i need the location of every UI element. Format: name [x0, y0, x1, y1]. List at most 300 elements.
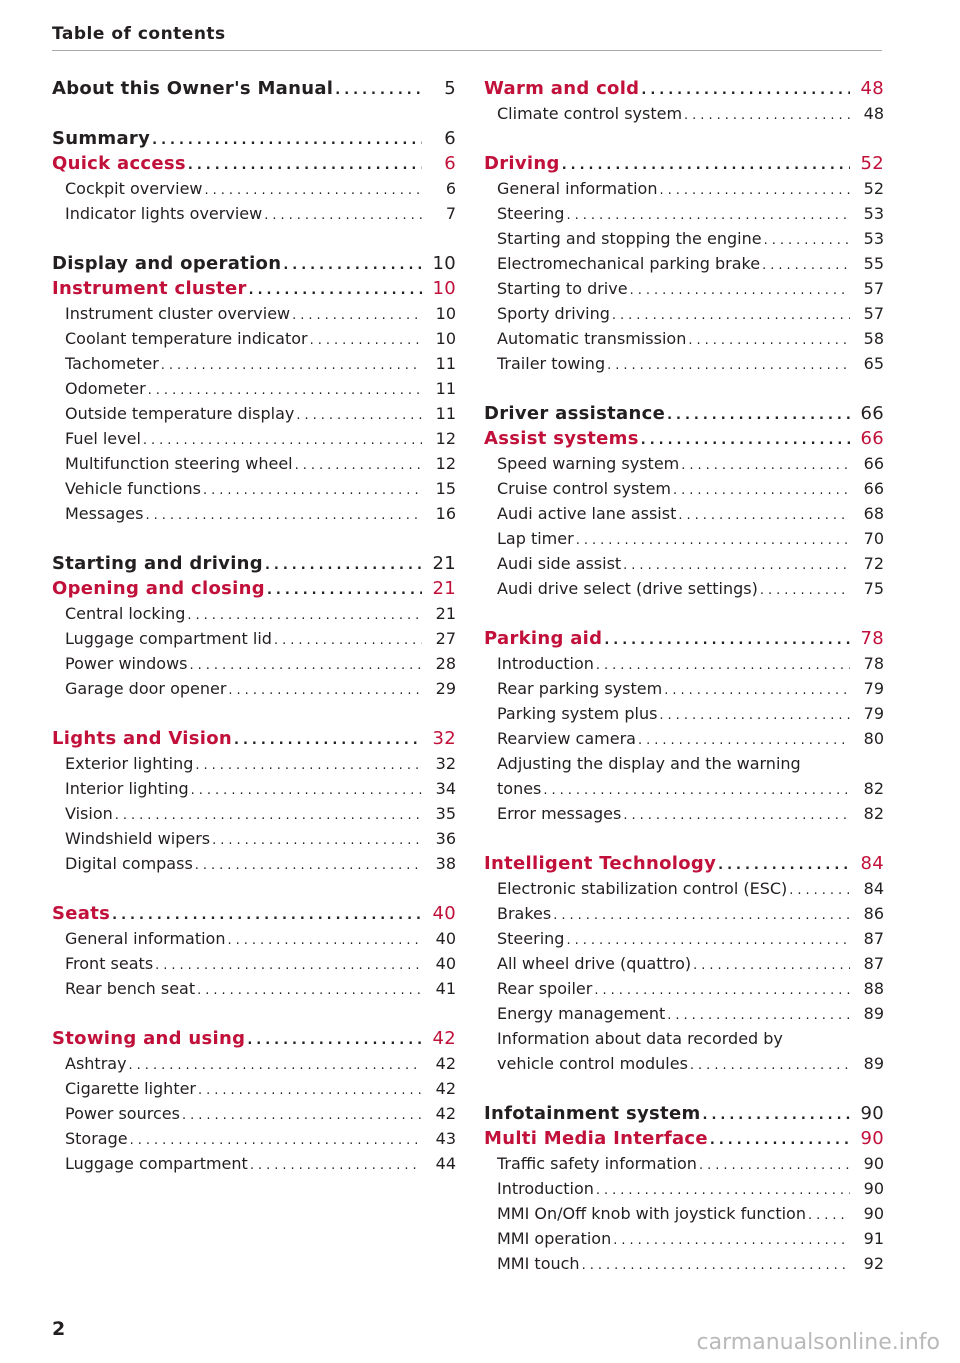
dot-leader — [789, 878, 850, 903]
toc-entry-chapter[interactable] — [484, 76, 884, 101]
toc-entry-sub[interactable] — [52, 426, 456, 451]
toc-entry-label: Warm and cold — [484, 78, 640, 99]
toc-entry-sub[interactable] — [484, 476, 884, 501]
toc-entry-page: 90 — [863, 1179, 884, 1198]
toc-entry-page: 57 — [863, 304, 884, 323]
toc-entry-page: 68 — [863, 504, 884, 523]
section-spacer — [52, 101, 456, 126]
dot-leader — [250, 1153, 422, 1178]
dot-leader — [227, 928, 422, 953]
toc-entry-page: 91 — [863, 1229, 884, 1248]
toc-entry-label: Parking aid — [484, 628, 603, 649]
toc-entry-label: Assist systems — [484, 428, 639, 449]
toc-entry-label: General information — [65, 929, 226, 948]
toc-entry-chapter[interactable] — [52, 1026, 456, 1051]
dot-leader — [274, 628, 422, 653]
toc-entry-page: 34 — [435, 779, 456, 798]
toc-entry-page: 7 — [445, 204, 456, 223]
toc-entry-sub[interactable] — [52, 1101, 456, 1126]
toc-entry-label: Audi drive select (drive settings) — [497, 579, 758, 598]
dot-leader — [681, 453, 850, 478]
toc-entry-page: 40 — [435, 954, 456, 973]
toc-entry-label: Windshield wipers — [65, 829, 211, 848]
toc-entry-page: 58 — [863, 329, 884, 348]
toc-entry-sub[interactable] — [52, 926, 456, 951]
toc-entry-page: 6 — [444, 153, 456, 174]
section-spacer — [52, 876, 456, 901]
toc-column-right — [484, 76, 884, 1276]
dot-leader — [264, 203, 422, 228]
toc-entry-label: Brakes — [497, 904, 552, 923]
toc-entry-sub[interactable] — [484, 1051, 884, 1076]
toc-entry-page: 11 — [435, 404, 456, 423]
toc-entry-page: 84 — [860, 853, 884, 874]
toc-entry-label: Multi Media Interface — [484, 1128, 708, 1149]
toc-entry-label: Quick access — [52, 153, 186, 174]
toc-entry-section[interactable] — [52, 551, 456, 576]
dot-leader — [604, 628, 850, 653]
toc-entry-page: 40 — [435, 929, 456, 948]
dot-leader — [553, 903, 850, 928]
toc-entry-label: Power windows — [65, 654, 188, 673]
toc-entry-page: 86 — [863, 904, 884, 923]
toc-entry-page: 89 — [863, 1054, 884, 1073]
toc-entry-sub[interactable] — [484, 276, 884, 301]
dot-leader — [191, 778, 422, 803]
toc-entry-section[interactable] — [484, 401, 884, 426]
toc-entry-page: 79 — [863, 704, 884, 723]
toc-entry-label: General information — [497, 179, 658, 198]
dot-leader — [699, 1153, 850, 1178]
dot-leader — [296, 403, 422, 428]
dot-leader — [667, 1003, 850, 1028]
toc-entry-label: Ashtray — [65, 1054, 127, 1073]
toc-entry-page: 75 — [863, 579, 884, 598]
toc-entry-chapter[interactable] — [484, 851, 884, 876]
toc-entry-sub[interactable] — [52, 351, 456, 376]
dot-leader — [623, 803, 850, 828]
dot-leader — [182, 1103, 422, 1128]
toc-entry-label: Power sources — [65, 1104, 180, 1123]
toc-entry-sub[interactable] — [484, 701, 884, 726]
dot-leader — [659, 703, 850, 728]
toc-entry-page: 32 — [432, 728, 456, 749]
toc-entry-page: 87 — [863, 929, 884, 948]
dot-leader — [130, 1128, 422, 1153]
dot-leader — [667, 403, 850, 428]
toc-entry-label: vehicle control modules — [497, 1054, 688, 1073]
toc-entry-page: 21 — [432, 553, 456, 574]
toc-entry-cont[interactable] — [484, 1026, 884, 1051]
toc-entry-label: Steering — [497, 929, 565, 948]
dot-leader — [143, 428, 422, 453]
toc-entry-label: Audi active lane assist — [497, 504, 677, 523]
toc-entry-page: 90 — [860, 1103, 884, 1124]
toc-entry-sub[interactable] — [52, 1076, 456, 1101]
section-spacer — [52, 701, 456, 726]
dot-leader — [310, 328, 422, 353]
toc-entry-label: Audi side assist — [497, 554, 622, 573]
toc-entry-sub[interactable] — [52, 976, 456, 1001]
toc-entry-label: Coolant temperature indicator — [65, 329, 308, 348]
toc-entry-label: Starting to drive — [497, 279, 628, 298]
dot-leader — [145, 503, 422, 528]
toc-entry-sub[interactable] — [52, 951, 456, 976]
toc-entry-page: 84 — [863, 879, 884, 898]
section-spacer — [484, 376, 884, 401]
toc-entry-sub[interactable] — [52, 476, 456, 501]
dot-leader — [596, 653, 850, 678]
dot-leader — [764, 228, 850, 253]
toc-entry-label: Rear bench seat — [65, 979, 196, 998]
toc-entry-label: Cockpit overview — [65, 179, 203, 198]
toc-entry-sub[interactable] — [484, 576, 884, 601]
toc-entry-sub[interactable] — [484, 1176, 884, 1201]
toc-entry-sub[interactable] — [484, 551, 884, 576]
toc-entry-page: 21 — [435, 604, 456, 623]
toc-entry-page: 53 — [863, 229, 884, 248]
toc-entry-label: Vehicle functions — [65, 479, 201, 498]
watermark: carmanualsonline.info — [696, 1330, 940, 1355]
dot-leader — [718, 853, 850, 878]
toc-entry-sub[interactable] — [484, 201, 884, 226]
dot-leader — [688, 328, 850, 353]
toc-entry-page: 78 — [863, 654, 884, 673]
dot-leader — [292, 303, 422, 328]
toc-entry-sub[interactable] — [484, 501, 884, 526]
toc-entry-page: 48 — [860, 78, 884, 99]
toc-entry-sub[interactable] — [52, 176, 456, 201]
toc-entry-sub[interactable] — [484, 876, 884, 901]
toc-entry-page: 79 — [863, 679, 884, 698]
toc-entry-label: MMI operation — [497, 1229, 612, 1248]
section-spacer — [52, 1001, 456, 1026]
dot-leader — [267, 578, 422, 603]
toc-entry-page: 11 — [435, 354, 456, 373]
toc-entry-label: Stowing and using — [52, 1028, 246, 1049]
toc-entry-page: 44 — [435, 1154, 456, 1173]
dot-leader — [808, 1203, 850, 1228]
toc-entry-label: Electromechanical parking brake — [497, 254, 761, 273]
dot-leader — [188, 153, 422, 178]
toc-entry-page: 6 — [444, 128, 456, 149]
toc-entry-sub[interactable] — [484, 176, 884, 201]
toc-entry-sub[interactable] — [52, 201, 456, 226]
toc-entry-page: 80 — [863, 729, 884, 748]
toc-entry-sub[interactable] — [52, 1151, 456, 1176]
page-header — [52, 24, 882, 51]
toc-entry-page: 6 — [445, 179, 456, 198]
section-spacer — [52, 226, 456, 251]
toc-entry-sub[interactable] — [52, 826, 456, 851]
toc-entry-label: Display and operation — [52, 253, 282, 274]
dot-leader — [249, 278, 422, 303]
dot-leader — [582, 1253, 850, 1278]
dot-leader — [543, 778, 850, 803]
toc-entry-page: 90 — [860, 1128, 884, 1149]
toc-entry-sub[interactable] — [52, 376, 456, 401]
toc-entry-page: 42 — [435, 1079, 456, 1098]
toc-entry-page: 10 — [432, 253, 456, 274]
dot-leader — [115, 803, 422, 828]
toc-column-left — [52, 76, 456, 1176]
toc-entry-sub[interactable] — [484, 926, 884, 951]
toc-entry-label: Rear spoiler — [497, 979, 593, 998]
toc-entry-sub[interactable] — [484, 1201, 884, 1226]
dot-leader — [612, 303, 850, 328]
toc-entry-page: 82 — [863, 779, 884, 798]
toc-entry-sub[interactable] — [52, 651, 456, 676]
toc-entry-sub[interactable] — [52, 851, 456, 876]
toc-entry-page: 92 — [863, 1254, 884, 1273]
toc-entry-page: 12 — [435, 454, 456, 473]
toc-entry-sub[interactable] — [52, 501, 456, 526]
toc-entry-page: 38 — [435, 854, 456, 873]
toc-entry-label: Error messages — [497, 804, 622, 823]
toc-entry-label: Opening and closing — [52, 578, 265, 599]
toc-entry-page: 48 — [863, 104, 884, 123]
toc-entry-chapter[interactable] — [52, 576, 456, 601]
dot-leader — [760, 578, 850, 603]
toc-entry-page: 72 — [863, 554, 884, 573]
toc-entry-page: 36 — [435, 829, 456, 848]
toc-entry-label: Intelligent Technology — [484, 853, 717, 874]
toc-entry-label: Starting and stopping the engine — [497, 229, 762, 248]
toc-entry-sub[interactable] — [484, 1251, 884, 1276]
dot-leader — [283, 253, 422, 278]
dot-leader — [155, 953, 422, 978]
toc-entry-section[interactable] — [484, 1101, 884, 1126]
toc-entry-label: Adjusting the display and the warning — [497, 754, 801, 773]
toc-entry-page: 10 — [435, 304, 456, 323]
dot-leader — [613, 1228, 850, 1253]
toc-entry-sub[interactable] — [52, 801, 456, 826]
toc-entry-sub[interactable] — [484, 1151, 884, 1176]
toc-entry-label: Parking system plus — [497, 704, 658, 723]
toc-entry-page: 87 — [863, 954, 884, 973]
dot-leader — [265, 553, 422, 578]
dot-leader — [562, 153, 850, 178]
toc-entry-page: 55 — [863, 254, 884, 273]
toc-entry-cont[interactable] — [484, 751, 884, 776]
toc-entry-page: 66 — [860, 403, 884, 424]
toc-entry-sub[interactable] — [484, 1226, 884, 1251]
toc-entry-label: Steering — [497, 204, 565, 223]
dot-leader — [190, 653, 423, 678]
toc-entry-chapter[interactable] — [484, 626, 884, 651]
dot-leader — [198, 1078, 422, 1103]
toc-entry-page: 66 — [863, 454, 884, 473]
toc-entry-label: Climate control system — [497, 104, 683, 123]
toc-entry-page: 78 — [860, 628, 884, 649]
toc-entry-label: Central locking — [65, 604, 186, 623]
toc-entry-label: Vision — [65, 804, 113, 823]
toc-entry-chapter[interactable] — [484, 151, 884, 176]
toc-entry-page: 90 — [863, 1154, 884, 1173]
dot-leader — [228, 678, 422, 703]
toc-entry-sub[interactable] — [484, 651, 884, 676]
toc-entry-sub[interactable] — [484, 801, 884, 826]
toc-entry-sub[interactable] — [484, 951, 884, 976]
toc-entry-sub[interactable] — [484, 776, 884, 801]
toc-entry-page: 35 — [435, 804, 456, 823]
toc-entry-sub[interactable] — [484, 351, 884, 376]
toc-entry-label: tones — [497, 779, 542, 798]
toc-entry-page: 11 — [435, 379, 456, 398]
toc-entry-label: Messages — [65, 504, 144, 523]
toc-entry-page: 42 — [435, 1104, 456, 1123]
dot-leader — [295, 453, 422, 478]
toc-entry-sub[interactable] — [484, 451, 884, 476]
toc-entry-label: Traffic safety information — [497, 1154, 697, 1173]
section-spacer — [484, 126, 884, 151]
dot-leader — [641, 428, 850, 453]
toc-entry-label: Indicator lights overview — [65, 204, 263, 223]
toc-entry-label: Odometer — [65, 379, 146, 398]
toc-entry-sub[interactable] — [484, 101, 884, 126]
dot-leader — [630, 278, 850, 303]
toc-entry-page: 15 — [435, 479, 456, 498]
dot-leader — [195, 853, 422, 878]
toc-entry-chapter[interactable] — [52, 901, 456, 926]
dot-leader — [673, 478, 850, 503]
toc-entry-chapter[interactable] — [484, 1126, 884, 1151]
toc-entry-page: 66 — [863, 479, 884, 498]
toc-entry-label: Tachometer — [65, 354, 159, 373]
toc-entry-page: 82 — [863, 804, 884, 823]
dot-leader — [623, 553, 850, 578]
toc-entry-sub[interactable] — [52, 1051, 456, 1076]
toc-entry-sub[interactable] — [484, 251, 884, 276]
toc-entry-sub[interactable] — [484, 301, 884, 326]
toc-entry-label: Lights and Vision — [52, 728, 232, 749]
toc-entry-page: 70 — [863, 529, 884, 548]
dot-leader — [576, 528, 850, 553]
toc-entry-label: Information about data recorded by — [497, 1029, 783, 1048]
dot-leader — [161, 353, 422, 378]
toc-entry-page: 12 — [435, 429, 456, 448]
toc-entry-section[interactable] — [52, 76, 456, 101]
toc-entry-sub[interactable] — [52, 626, 456, 651]
toc-entry-label: Rearview camera — [497, 729, 636, 748]
section-spacer — [52, 526, 456, 551]
toc-entry-page: 28 — [435, 654, 456, 673]
toc-entry-label: Interior lighting — [65, 779, 189, 798]
toc-entry-label: Introduction — [497, 1179, 594, 1198]
toc-entry-page: 52 — [860, 153, 884, 174]
toc-entry-sub[interactable] — [52, 326, 456, 351]
dot-leader — [659, 178, 850, 203]
toc-entry-chapter[interactable] — [52, 726, 456, 751]
toc-entry-sub[interactable] — [52, 776, 456, 801]
toc-entry-sub[interactable] — [52, 401, 456, 426]
toc-entry-page: 53 — [863, 204, 884, 223]
toc-entry-label: All wheel drive (quattro) — [497, 954, 692, 973]
toc-entry-label: Cigarette lighter — [65, 1079, 197, 1098]
toc-entry-page: 89 — [863, 1004, 884, 1023]
toc-entry-label: Automatic transmission — [497, 329, 687, 348]
toc-entry-page: 43 — [435, 1129, 456, 1148]
toc-entry-sub[interactable] — [52, 301, 456, 326]
page-title: Table of contents — [52, 24, 226, 44]
dot-leader — [641, 78, 850, 103]
toc-entry-sub[interactable] — [52, 1126, 456, 1151]
toc-entry-section[interactable] — [52, 251, 456, 276]
toc-entry-label: Electronic stabilization control (ESC) — [497, 879, 788, 898]
toc-entry-label: Fuel level — [65, 429, 141, 448]
toc-entry-sub[interactable] — [52, 676, 456, 701]
toc-entry-sub[interactable] — [52, 751, 456, 776]
toc-entry-label: Trailer towing — [497, 354, 606, 373]
toc-entry-page: 90 — [863, 1204, 884, 1223]
dot-leader — [203, 478, 422, 503]
toc-entry-sub[interactable] — [484, 326, 884, 351]
section-spacer — [484, 826, 884, 851]
toc-entry-section[interactable] — [52, 126, 456, 151]
toc-entry-chapter[interactable] — [484, 426, 884, 451]
toc-entry-sub[interactable] — [484, 976, 884, 1001]
toc-entry-label: Multifunction steering wheel — [65, 454, 293, 473]
toc-entry-sub[interactable] — [52, 601, 456, 626]
toc-entry-label: Luggage compartment — [65, 1154, 248, 1173]
toc-entry-label: Cruise control system — [497, 479, 671, 498]
toc-entry-sub[interactable] — [484, 526, 884, 551]
toc-entry-label: Sporty driving — [497, 304, 610, 323]
section-spacer — [484, 601, 884, 626]
dot-leader — [187, 603, 422, 628]
toc-entry-label: Seats — [52, 903, 111, 924]
toc-entry-page: 65 — [863, 354, 884, 373]
toc-entry-label: Infotainment system — [484, 1103, 701, 1124]
toc-entry-label: Speed warning system — [497, 454, 680, 473]
toc-entry-sub[interactable] — [52, 451, 456, 476]
dot-leader — [247, 1028, 422, 1053]
toc-entry-label: Summary — [52, 128, 151, 149]
dot-leader — [566, 928, 850, 953]
dot-leader — [212, 828, 422, 853]
toc-entry-sub[interactable] — [484, 901, 884, 926]
toc-entry-page: 40 — [432, 903, 456, 924]
toc-entry-sub[interactable] — [484, 226, 884, 251]
toc-entry-page: 42 — [435, 1054, 456, 1073]
toc-entry-sub[interactable] — [484, 726, 884, 751]
dot-leader — [152, 128, 422, 153]
dot-leader — [690, 1053, 850, 1078]
dot-leader — [197, 978, 422, 1003]
toc-entry-chapter[interactable] — [52, 276, 456, 301]
toc-entry-chapter[interactable] — [52, 151, 456, 176]
toc-entry-label: Starting and driving — [52, 553, 263, 574]
toc-entry-label: Lap timer — [497, 529, 574, 548]
toc-entry-sub[interactable] — [484, 676, 884, 701]
dot-leader — [205, 178, 422, 203]
toc-entry-label: Driver assistance — [484, 403, 666, 424]
toc-entry-label: About this Owner's Manual — [52, 78, 334, 99]
dot-leader — [678, 503, 850, 528]
toc-entry-page: 88 — [863, 979, 884, 998]
toc-entry-sub[interactable] — [484, 1001, 884, 1026]
toc-entry-label: Instrument cluster overview — [65, 304, 291, 323]
dot-leader — [762, 253, 850, 278]
toc-entry-page: 10 — [435, 329, 456, 348]
toc-entry-label: Instrument cluster — [52, 278, 247, 299]
dot-leader — [710, 1128, 850, 1153]
dot-leader — [664, 678, 850, 703]
dot-leader — [148, 378, 422, 403]
toc-entry-label: Introduction — [497, 654, 594, 673]
toc-entry-page: 32 — [435, 754, 456, 773]
section-spacer — [484, 1076, 884, 1101]
